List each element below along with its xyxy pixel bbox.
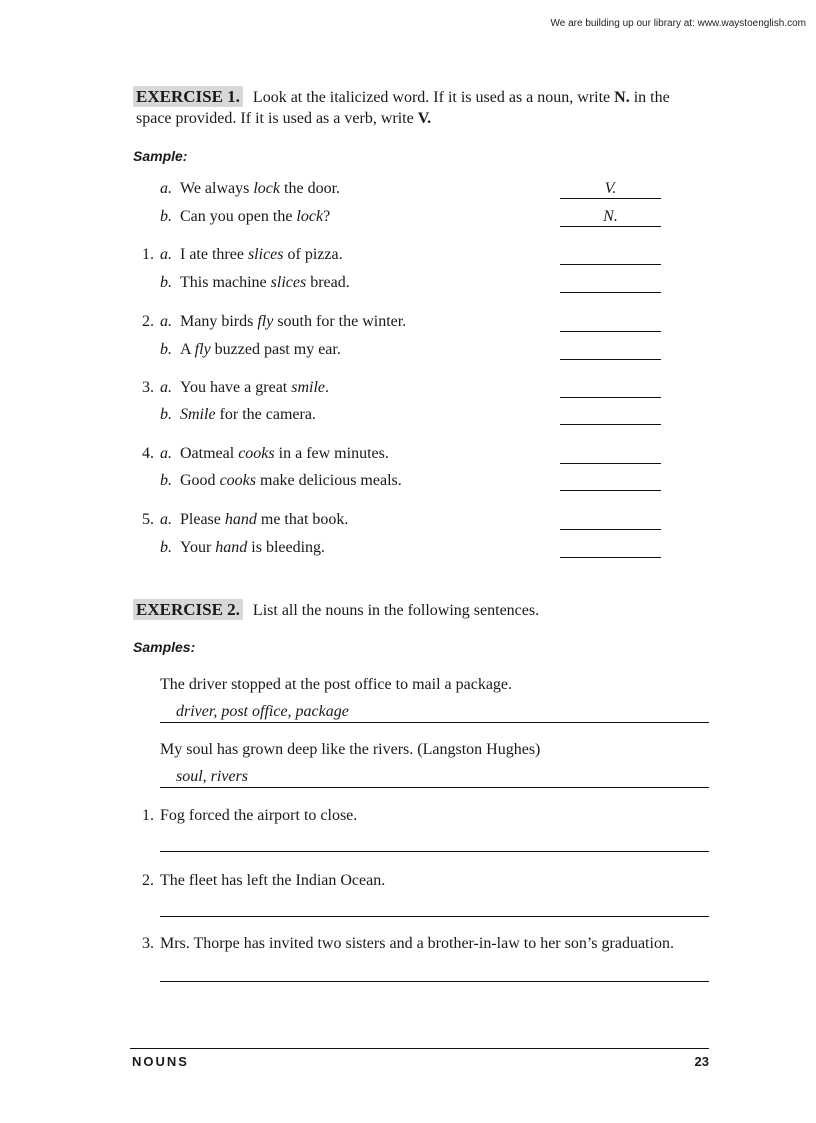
website-note: We are building up our library at: www.waystoenglish.com (550, 18, 806, 29)
exercise1-item: 2. a. Many birds fly south for the winter. (0, 311, 816, 333)
answer-line (160, 722, 709, 723)
exercise1-instructions: EXERCISE 1. Look at the italicized word. If it is used as a noun, write N. in the space provided. If it is used as a verb, write V. (136, 86, 670, 129)
exercise1-item: b. Your hand is bleeding. (0, 537, 816, 559)
answer-line[interactable] (160, 916, 709, 917)
sample-row: b. Can you open the lock? N. (0, 206, 816, 228)
answer-blank[interactable] (560, 404, 661, 425)
sample-answer: soul, rivers (176, 768, 248, 785)
sample-answer: driver, post office, package (176, 703, 349, 720)
sample-sentence: Can you open the lock? (180, 208, 331, 225)
exercise2-sample-label: Samples: (133, 639, 196, 655)
sample-row: a. We always lock the door. V. (0, 178, 816, 200)
sample-answer-blank: N. (560, 206, 661, 227)
exercise1-item: 5. a. Please hand me that book. (0, 509, 816, 531)
footer-section-title: NOUNS (132, 1054, 189, 1069)
sample-answer-blank: V. (560, 178, 661, 199)
exercise2-sentence: Mrs. Thorpe has invited two sisters and a brother-in-law to her son’s graduation. (160, 935, 674, 952)
footer-rule (130, 1048, 709, 1049)
exercise2-sentence: The fleet has left the Indian Ocean. (160, 872, 386, 889)
exercise1-item: b. Smile for the camera. (0, 404, 816, 426)
exercise1-item: 4. a. Oatmeal cooks in a few minutes. (0, 443, 816, 465)
exercise2-label: EXERCISE 2. (133, 599, 243, 620)
page-number: 23 (694, 1054, 709, 1069)
answer-line (160, 787, 709, 788)
exercise1-sample-label: Sample: (133, 148, 188, 164)
answer-blank[interactable] (560, 244, 661, 265)
answer-blank[interactable] (560, 272, 661, 293)
answer-blank[interactable] (560, 537, 661, 558)
answer-blank[interactable] (560, 339, 661, 360)
sample-sentence: We always lock the door. (180, 180, 341, 197)
answer-blank[interactable] (560, 509, 661, 530)
exercise1-item: b. A fly buzzed past my ear. (0, 339, 816, 361)
exercise1-item: b. Good cooks make delicious meals. (0, 470, 816, 492)
exercise1-item: b. This machine slices bread. (0, 272, 816, 294)
answer-blank[interactable] (560, 443, 661, 464)
exercise1-label: EXERCISE 1. (133, 86, 243, 107)
answer-blank[interactable] (560, 470, 661, 491)
answer-line[interactable] (160, 981, 709, 982)
answer-blank[interactable] (560, 377, 661, 398)
exercise2-sentence: Fog forced the airport to close. (160, 807, 358, 824)
exercise1-item: 1. a. I ate three slices of pizza. (0, 244, 816, 266)
sample-sentence: The driver stopped at the post office to mail a package. (160, 676, 513, 693)
sample-sentence: My soul has grown deep like the rivers. (Langston Hughes) (160, 741, 541, 758)
exercise1-item: 3. a. You have a great smile. (0, 377, 816, 399)
answer-blank[interactable] (560, 311, 661, 332)
exercise2-instructions: EXERCISE 2. List all the nouns in the following sentences. (136, 599, 539, 621)
answer-line[interactable] (160, 851, 709, 852)
